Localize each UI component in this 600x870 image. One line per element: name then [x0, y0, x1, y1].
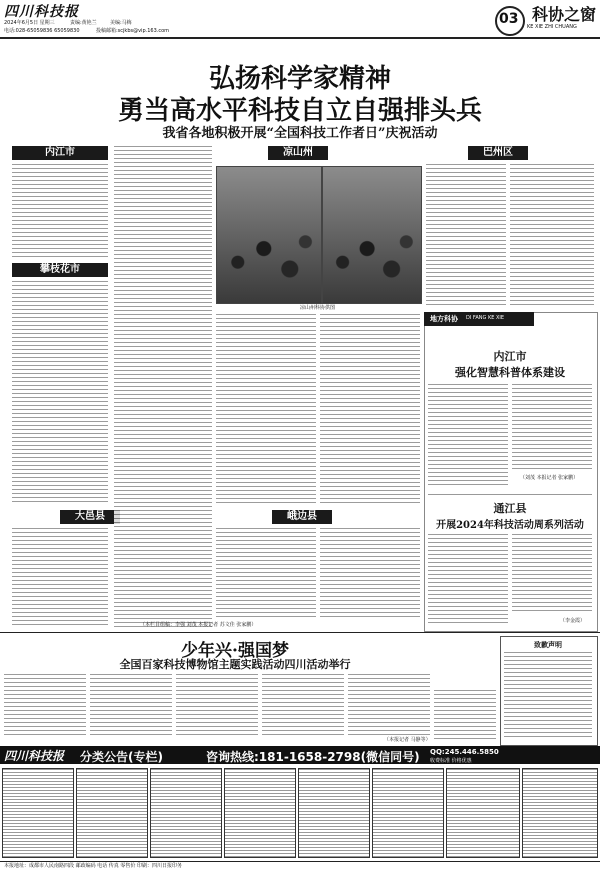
youth-title: 少年兴·强国梦 — [181, 641, 289, 661]
youth-text-3 — [176, 674, 258, 736]
event-photo — [216, 166, 322, 304]
sidebar-tag-label: 地方科协 — [430, 315, 458, 323]
classified-ad — [372, 768, 444, 858]
sidebar-story2-city: 通江县 — [493, 502, 527, 515]
article-text-emei-b — [320, 528, 420, 618]
classified-ad — [150, 768, 222, 858]
article-text-liangshan-b — [320, 314, 420, 506]
designer: 美编:马梅 — [110, 20, 132, 26]
article-text-emei-a — [216, 528, 316, 618]
email: 投稿邮箱:scjkbs@vip.163.com — [96, 28, 170, 34]
sidebar-story1-sign: （刘茂 本报记者 张家鹏） — [520, 475, 579, 481]
section-label-panzhihua: 攀枝花市 — [12, 263, 108, 277]
masthead-rule — [0, 37, 600, 39]
article-text-liangshan-a — [216, 314, 316, 506]
footer-text: 本报地址：成都市人民南路四段 邮政编码 电话 传真 零售价 印刷：四川日报印务 — [4, 863, 182, 869]
lower-rule — [0, 632, 600, 633]
classified-qq: QQ:245.446.5850 — [430, 748, 499, 756]
youth-text-2 — [90, 674, 172, 736]
date-line: 2024年6月5日 星期三 — [4, 20, 55, 26]
classified-extra: 收费标准 价格优惠 — [430, 758, 472, 764]
sidebar-story1-text-a — [428, 384, 508, 488]
youth-text-1 — [4, 674, 86, 736]
sidebar-story2-text-b — [512, 534, 592, 614]
article-text-bazhong-a — [426, 164, 506, 306]
section-label-neijiang: 内江市 — [12, 146, 108, 160]
main-title-line1: 弘扬科学家精神 — [208, 64, 391, 94]
article-text-neijiang — [12, 164, 108, 260]
section-label-liangshan: 凉山州 — [268, 146, 328, 160]
section-label-emei: 峨边县 — [272, 510, 332, 524]
youth-text-4 — [262, 674, 344, 736]
main-credit: （本栏目组稿：李强 刘茂 本报记者 苏文佳 张家鹏） — [140, 622, 257, 628]
phone: 电话:028-65059836 65059830 — [4, 28, 80, 34]
main-title-line2: 勇当高水平科技自立自强排头兵 — [117, 96, 482, 126]
article-text-bazhong-b — [510, 164, 594, 306]
article-text-col2 — [114, 146, 212, 628]
sidebar-story1-headline: 强化智慧科普体系建设 — [455, 366, 565, 379]
classified-logo: 四川科技报 — [4, 749, 65, 763]
youth-text-5 — [348, 674, 430, 736]
classified-ad — [2, 768, 74, 858]
photo-caption: 凉山州科协供图 — [300, 305, 336, 311]
youth-subtitle: 全国百家科技博物馆主题实践活动四川活动举行 — [119, 658, 351, 671]
youth-sign: （本报记者 马静等） — [384, 737, 431, 743]
sidebar-story2-sign: （李金霞） — [560, 618, 586, 624]
page-number-text: 03 — [499, 11, 519, 27]
sidebar-story1-text-b — [512, 384, 592, 472]
classified-grid — [0, 766, 600, 860]
classified-ad — [522, 768, 598, 858]
classified-ad — [446, 768, 520, 858]
section-title: 科协之窗 — [532, 5, 597, 24]
section-label-dayi: 大邑县 — [60, 510, 120, 524]
notice-text — [504, 652, 592, 740]
article-text-dayi — [12, 528, 108, 628]
masthead-logo: 四川科技报 — [4, 4, 79, 20]
main-subtitle: 我省各地积极开展“全国科技工作者日”庆祝活动 — [162, 126, 438, 141]
sidebar-story2-text-a — [428, 534, 508, 624]
masthead — [0, 0, 600, 40]
classified-hotline: 咨询热线:181-1658-2798(微信同号) — [206, 750, 420, 764]
sidebar-story1-city: 内江市 — [493, 350, 527, 363]
sidebar-divider — [428, 494, 592, 495]
section-pinyin: KE XIE ZHI CHUANG — [527, 24, 577, 30]
sidebar-story2-headline: 开展2024年科技活动周系列活动 — [436, 520, 584, 531]
classified-ad — [76, 768, 148, 858]
editor: 责编:黄艳兰 — [70, 20, 97, 26]
notice-title: 致歉声明 — [534, 641, 562, 649]
article-text-panzhihua — [12, 281, 108, 503]
notice-text-left — [434, 690, 496, 740]
classified-ad — [224, 768, 296, 858]
event-photo-2 — [322, 166, 422, 304]
classified-ad — [298, 768, 370, 858]
sidebar-tag-pinyin: DI FANG KE XIE — [466, 315, 505, 321]
section-label-bazhong: 巴州区 — [468, 146, 528, 160]
classified-title: 分类公告(专栏) — [80, 750, 163, 764]
